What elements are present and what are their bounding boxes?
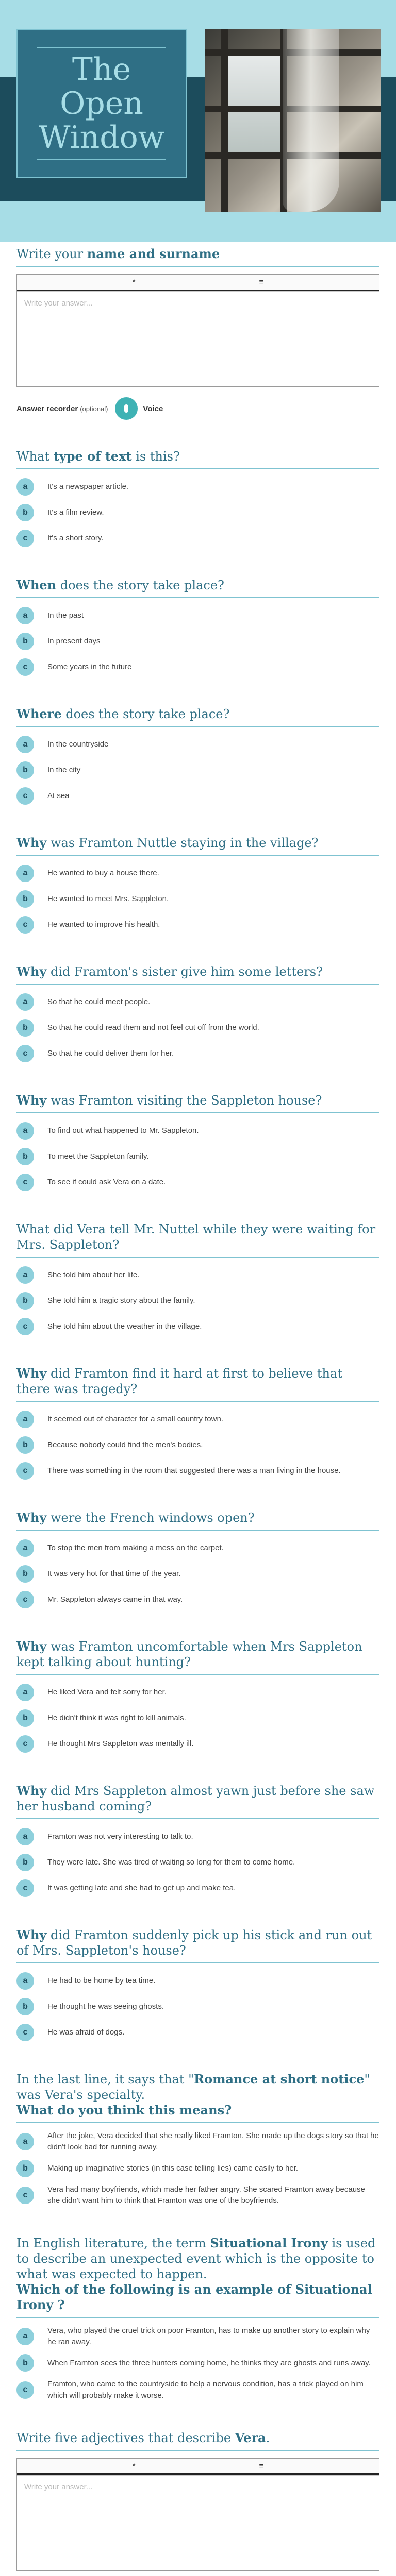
question-title-keyword: Why (16, 1366, 47, 1381)
question-subtitle: What do you think this means? (16, 2103, 232, 2117)
option-letter-badge[interactable]: b (16, 1854, 34, 1871)
option-letter-badge[interactable]: a (16, 1122, 34, 1140)
page-header (0, 0, 396, 242)
option-letter-badge[interactable]: b (16, 1019, 34, 1037)
answer-option[interactable] (16, 1878, 380, 1899)
question-subtitle: Which of the following is an example of Situational Irony ? (16, 2282, 372, 2312)
option-text: Mr. Sappleton always came in that way. (47, 1595, 183, 1604)
question-title-keyword: Why (16, 1783, 47, 1798)
options-list (16, 1538, 380, 1610)
question-divider (16, 2317, 380, 2318)
option-text: It was getting late and she had to get up and make tea. (47, 1884, 236, 1892)
option-text: It was very hot for that time of the year. (47, 1569, 181, 1578)
question-divider (16, 855, 380, 856)
option-letter-badge[interactable]: b (16, 633, 34, 650)
recorder-label: Answer recorder (16, 404, 78, 413)
window-curtain-photo (205, 29, 381, 212)
answer-option[interactable] (16, 605, 380, 626)
answer-option[interactable] (16, 2022, 380, 2043)
question-title-text: is used to describe an unexpected event which is the opposite to what was expected to happen. (16, 2236, 376, 2281)
answer-option[interactable] (16, 2158, 380, 2179)
question-title-keyword: Where (16, 706, 62, 721)
question-title (16, 835, 380, 855)
answer-option[interactable] (16, 1826, 380, 1847)
option-text: He had to be home by tea time. (47, 1976, 156, 1985)
option-text: In present days (47, 637, 101, 646)
question-title-text: was Framton visiting the Sappleton house? (46, 1093, 322, 1108)
voice-label: Voice (143, 404, 163, 413)
option-text: To find out what happened to Mr. Sappleton. (47, 1126, 199, 1135)
option-letter-badge[interactable]: c (16, 2024, 34, 2041)
curtain (283, 29, 339, 212)
question-block (16, 1639, 380, 1754)
question-title-text: Write five adjectives that describe (16, 2431, 235, 2445)
editor-toolbar (17, 275, 379, 291)
option-letter-badge[interactable]: a (16, 736, 34, 753)
answer-option[interactable] (16, 528, 380, 549)
question-title (16, 1510, 380, 1530)
option-letter-badge[interactable]: b (16, 1998, 34, 2015)
answer-option[interactable] (16, 1265, 380, 1285)
question-divider (16, 1530, 380, 1531)
questions-list (16, 242, 380, 2576)
question-divider (16, 726, 380, 727)
option-letter-badge[interactable]: c (16, 658, 34, 676)
option-text: Framton was not very interesting to talk to. (47, 1832, 193, 1841)
question-title-text: were the French windows open? (46, 1511, 255, 1525)
option-letter-badge[interactable]: c (16, 2381, 34, 2399)
question-title (16, 2430, 380, 2450)
question-title-text: . (266, 2431, 270, 2445)
question-title (16, 1366, 380, 1401)
option-letter-badge[interactable]: a (16, 865, 34, 882)
option-letter-badge[interactable]: a (16, 1684, 34, 1701)
option-text: So that he could read them and not feel cut off from the world. (47, 1023, 259, 1032)
option-text: He didn't think it was right to kill animals. (47, 1714, 186, 1722)
question-title-keyword: Romance at short notice (194, 2072, 365, 2087)
option-text: So that he could deliver them for her. (47, 1049, 174, 1058)
answer-option[interactable] (16, 1538, 380, 1558)
question-title-text: In English literature, the term (16, 2236, 210, 2250)
option-letter-badge[interactable]: c (16, 1462, 34, 1480)
answer-option[interactable] (16, 1682, 380, 1703)
answer-option[interactable] (16, 1121, 380, 1141)
option-text: In the city (47, 766, 81, 774)
question-divider (16, 2450, 380, 2451)
question-divider (16, 1257, 380, 1258)
answer-option[interactable] (16, 1589, 380, 1610)
options-list (16, 992, 380, 1064)
question-title-text: did Mrs Sappleton almost yawn just before she saw her husband coming? (16, 1784, 375, 1814)
question-title (16, 449, 380, 468)
answer-option[interactable] (16, 631, 380, 652)
answer-option[interactable] (16, 1971, 380, 1991)
option-letter-badge[interactable]: a (16, 993, 34, 1011)
question-title (16, 1093, 380, 1112)
option-letter-badge[interactable]: b (16, 504, 34, 521)
answer-option[interactable] (16, 786, 380, 806)
question-title (16, 1222, 380, 1257)
answer-option[interactable] (16, 1043, 380, 1064)
option-letter-badge[interactable]: a (16, 1266, 34, 1284)
option-text: Making up imaginative stories (in this case telling lies) came easily to her. (47, 2164, 299, 2173)
question-title (16, 1783, 380, 1818)
answer-option[interactable] (16, 1018, 380, 1038)
answer-editor (16, 274, 380, 387)
option-text: He thought he was seeing ghosts. (47, 2002, 164, 2011)
option-text: He wanted to improve his health. (47, 920, 160, 929)
question-title-text: does the story take place? (61, 707, 230, 721)
question-title-text: What did Vera tell Mr. Nuttel while they were waiting for Mrs. Sappleton? (16, 1222, 376, 1252)
answer-option[interactable] (16, 477, 380, 497)
option-letter-badge[interactable]: b (16, 890, 34, 908)
page-title: The Open Window (38, 52, 165, 156)
question-title-text: was Framton uncomfortable when Mrs Sappleton kept talking about hunting? (16, 1639, 362, 1669)
option-letter-badge[interactable]: a (16, 478, 34, 496)
option-text: In the past (47, 611, 84, 620)
option-letter-badge[interactable]: a (16, 1828, 34, 1845)
question-divider (16, 468, 380, 469)
option-letter-badge[interactable]: c (16, 1735, 34, 1753)
answer-option[interactable] (16, 2325, 380, 2348)
option-text: Vera had many boyfriends, which made her father angry. She scared Framton away because she didn't want him to think that Framton was one of the boyfriends. (47, 2185, 365, 2205)
option-text: To see if could ask Vera on a date. (47, 1178, 166, 1187)
question-title (16, 578, 380, 597)
option-letter-badge[interactable]: b (16, 2160, 34, 2177)
option-text: When Framton sees the three hunters coming home, he thinks they are ghosts and runs away. (47, 2359, 371, 2367)
question-block (16, 1510, 380, 1610)
option-letter-badge[interactable]: c (16, 916, 34, 934)
question-divider (16, 1818, 380, 1819)
question-title (16, 246, 380, 266)
window-pane (226, 49, 283, 152)
question-block (16, 1093, 380, 1193)
question-title-keyword: When (16, 578, 57, 592)
question-title-text: did Framton find it hard at first to believe that there was tragedy? (16, 1366, 342, 1396)
options-list (16, 1971, 380, 2043)
option-letter-badge[interactable]: b (16, 1565, 34, 1583)
question-title-keyword: Why (16, 1093, 47, 1108)
answer-option[interactable] (16, 1146, 380, 1167)
options-list (16, 863, 380, 935)
question-block (16, 964, 380, 1064)
question-title-keyword: Situational Irony (210, 2235, 328, 2250)
option-letter-badge[interactable]: c (16, 1591, 34, 1608)
question-title-keyword: Why (16, 1510, 47, 1525)
answer-option[interactable] (16, 1852, 380, 1873)
option-text: He wanted to meet Mrs. Sappleton. (47, 894, 169, 903)
question-title-text: did Framton's sister give him some letters? (46, 964, 323, 979)
question-divider (16, 1674, 380, 1675)
option-letter-badge[interactable]: a (16, 1539, 34, 1557)
options-list (16, 1409, 380, 1481)
options-list (16, 477, 380, 549)
option-letter-badge[interactable]: b (16, 761, 34, 779)
option-text: So that he could meet people. (47, 997, 151, 1006)
answer-option[interactable] (16, 2130, 380, 2153)
microphone-icon[interactable] (115, 397, 138, 420)
answer-option[interactable] (16, 863, 380, 884)
option-text: It seemed out of character for a small country town. (47, 1415, 223, 1423)
option-text: He wanted to buy a house there. (47, 869, 159, 877)
option-letter-badge[interactable]: c (16, 1174, 34, 1191)
option-letter-badge[interactable]: a (16, 2328, 34, 2345)
question-title (16, 1927, 380, 1962)
option-letter-badge[interactable]: c (16, 1879, 34, 1897)
option-text: Some years in the future (47, 663, 132, 671)
option-text: She told him a tragic story about the family. (47, 1296, 195, 1305)
question-block (16, 2430, 380, 2576)
option-text: Because nobody could find the men's bodies. (47, 1440, 203, 1449)
option-text: After the joke, Vera decided that she really liked Framton. She made up the dogs story so that he didn't look bad for running away. (47, 2131, 379, 2151)
editor-toolbar (17, 2459, 379, 2475)
question-title-text: " was Vera's specialty. (16, 2072, 370, 2102)
answer-option[interactable] (16, 1435, 380, 1455)
question-block (16, 449, 380, 549)
option-text: He liked Vera and felt sorry for her. (47, 1688, 167, 1697)
option-letter-badge[interactable]: c (16, 1318, 34, 1335)
option-letter-badge[interactable]: c (16, 2187, 34, 2204)
answer-option[interactable] (16, 2379, 380, 2401)
option-text: He was afraid of dogs. (47, 2028, 125, 2037)
question-title-text: was Framton Nuttle staying in the village? (46, 836, 319, 850)
answer-option[interactable] (16, 1409, 380, 1430)
question-block (16, 578, 380, 677)
question-block (16, 1927, 380, 2043)
title-rule-bottom (37, 159, 166, 160)
options-list (16, 2130, 380, 2207)
answer-option[interactable] (16, 1564, 380, 1584)
option-text: In the countryside (47, 740, 109, 749)
option-text: They were late. She was tired of waiting so long for them to come home. (47, 1858, 295, 1867)
question-title-text: did Framton suddenly pick up his stick and run out of Mrs. Sappleton's house? (16, 1928, 372, 1958)
question-block (16, 835, 380, 935)
answer-option[interactable] (16, 1316, 380, 1337)
recorder-optional-label: (optional) (80, 404, 108, 413)
question-title-text: is this? (131, 449, 180, 464)
option-letter-badge[interactable]: a (16, 607, 34, 624)
answer-option[interactable] (16, 889, 380, 909)
question-divider (16, 1401, 380, 1402)
answer-textarea[interactable]: Write your answer... (17, 291, 379, 386)
option-text: Vera, who played the cruel trick on poor Framton, has to make up another story to explain why he ran away. (47, 2326, 370, 2346)
question-title (16, 2072, 380, 2122)
question-divider (16, 266, 380, 267)
option-text: She told him about her life. (47, 1270, 140, 1279)
question-title-keyword: Vera (235, 2430, 266, 2445)
question-block (16, 706, 380, 806)
question-divider (16, 1962, 380, 1963)
option-text: It's a film review. (47, 508, 104, 517)
option-text: Framton, who came to the countryside to help a nervous condition, has a trick played on him which will probably make it worse. (47, 2380, 364, 2400)
question-title-keyword: type of text (53, 449, 132, 464)
horizontal-rule-button[interactable]: ≡ (259, 2462, 264, 2470)
option-letter-badge[interactable]: b (16, 1292, 34, 1310)
question-block (16, 246, 380, 420)
question-title (16, 706, 380, 726)
option-letter-badge[interactable]: a (16, 2133, 34, 2150)
question-title (16, 2235, 380, 2317)
options-list (16, 1121, 380, 1193)
title-rule-top (37, 47, 166, 48)
option-text: It's a newspaper article. (47, 482, 129, 491)
answer-editor (16, 2458, 380, 2571)
question-title-keyword: Why (16, 835, 47, 850)
answer-option[interactable] (16, 657, 380, 677)
option-text: To stop the men from making a mess on the carpet. (47, 1544, 224, 1552)
option-letter-badge[interactable]: b (16, 1148, 34, 1165)
option-text: To meet the Sappleton family. (47, 1152, 149, 1161)
question-title-keyword: Why (16, 1639, 47, 1654)
answer-option[interactable] (16, 734, 380, 755)
question-divider (16, 2122, 380, 2123)
answer-option[interactable] (16, 502, 380, 523)
question-block (16, 2072, 380, 2207)
option-text: He thought Mrs Sappleton was mentally ill. (47, 1739, 194, 1748)
question-block (16, 1366, 380, 1481)
option-letter-badge[interactable]: b (16, 2354, 34, 2372)
option-letter-badge[interactable]: a (16, 1972, 34, 1990)
answer-option[interactable] (16, 1172, 380, 1193)
question-title-text: does the story take place? (56, 578, 224, 592)
answer-option[interactable] (16, 760, 380, 781)
options-list (16, 1826, 380, 1899)
answer-option[interactable] (16, 1291, 380, 1311)
answer-option[interactable] (16, 1708, 380, 1728)
answer-option[interactable] (16, 2353, 380, 2374)
question-block (16, 1222, 380, 1337)
question-block (16, 2235, 380, 2401)
options-list (16, 734, 380, 806)
options-list (16, 605, 380, 677)
horizontal-rule-button[interactable]: ≡ (259, 278, 264, 286)
question-divider (16, 597, 380, 598)
options-list (16, 1265, 380, 1337)
answer-textarea[interactable]: Write your answer... (17, 2475, 379, 2570)
options-list (16, 2325, 380, 2401)
bold-button[interactable]: * (132, 278, 136, 286)
options-list (16, 1682, 380, 1754)
option-letter-badge[interactable]: c (16, 530, 34, 547)
question-title-keyword: Why (16, 1927, 47, 1942)
question-title-text: In the last line, it says that " (16, 2072, 194, 2087)
question-divider (16, 984, 380, 985)
answer-option[interactable] (16, 2184, 380, 2207)
option-text: It's a short story. (47, 534, 104, 543)
answer-recorder (16, 397, 380, 420)
question-title-text: Write your (16, 247, 87, 261)
option-text: There was something in the room that suggested there was a man living in the house. (47, 1466, 341, 1475)
question-block (16, 1783, 380, 1899)
question-title-keyword: name and surname (87, 246, 220, 261)
bold-button[interactable]: * (132, 2462, 136, 2470)
answer-option[interactable] (16, 992, 380, 1012)
option-letter-badge[interactable]: c (16, 787, 34, 805)
question-title-text: What (16, 449, 54, 464)
option-text: She told him about the weather in the village. (47, 1322, 202, 1331)
answer-option[interactable] (16, 1734, 380, 1754)
question-title (16, 964, 380, 984)
answer-option[interactable] (16, 1461, 380, 1481)
question-title-keyword: Why (16, 964, 47, 979)
option-letter-badge[interactable]: c (16, 1045, 34, 1062)
option-letter-badge[interactable]: b (16, 1709, 34, 1727)
answer-option[interactable] (16, 914, 380, 935)
answer-option[interactable] (16, 1996, 380, 2017)
title-box (16, 29, 187, 178)
option-text: At sea (47, 791, 70, 800)
option-letter-badge[interactable]: a (16, 1411, 34, 1428)
question-title (16, 1639, 380, 1674)
question-divider (16, 1112, 380, 1113)
option-letter-badge[interactable]: b (16, 1436, 34, 1454)
